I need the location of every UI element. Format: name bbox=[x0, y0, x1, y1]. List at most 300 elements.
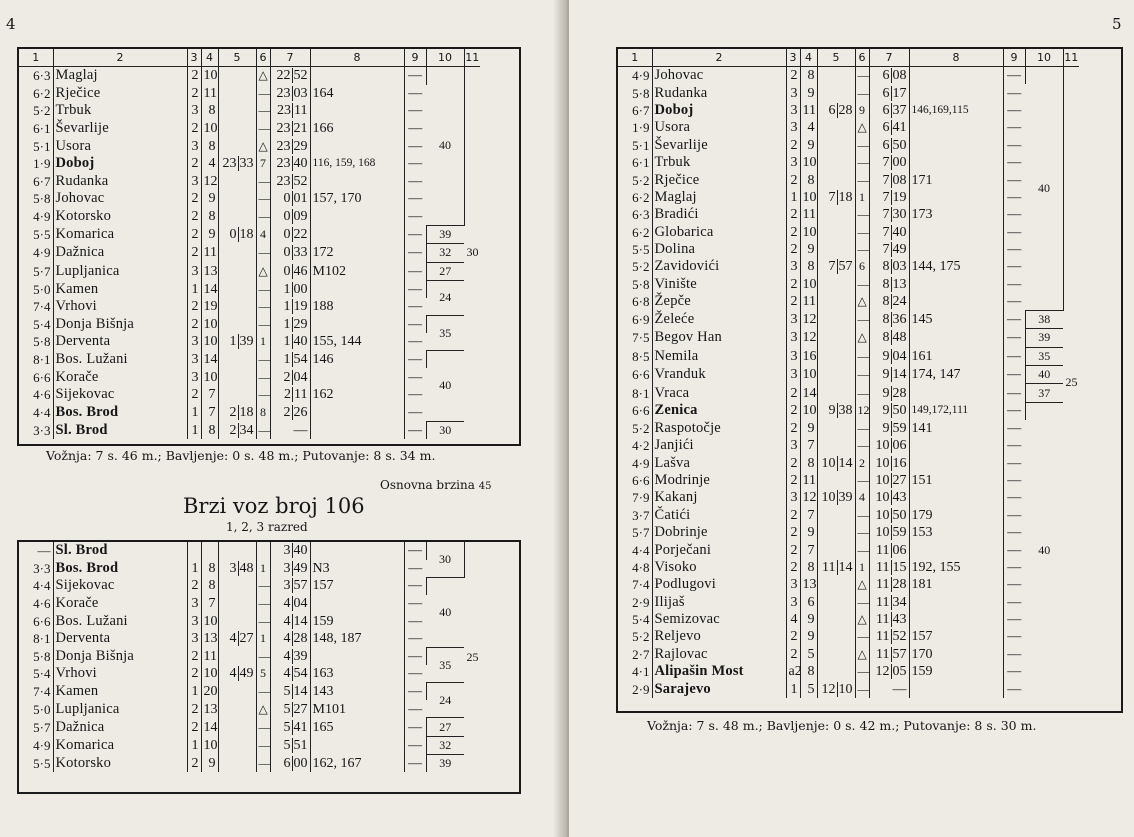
cell-arrival-time bbox=[218, 755, 256, 773]
cell-class: 2 bbox=[187, 85, 201, 103]
cell-km: 5·2 bbox=[618, 171, 652, 188]
cell-blank: — bbox=[404, 736, 426, 754]
cell-arrival-time bbox=[218, 368, 256, 386]
page-number-right: 5 bbox=[1112, 15, 1122, 33]
cell-distance-minutes bbox=[201, 542, 218, 560]
departure-hour: 10 bbox=[875, 507, 890, 523]
cell-blank: — bbox=[1007, 490, 1022, 506]
cell-blank: — bbox=[408, 299, 423, 315]
cell-blank: — bbox=[408, 560, 423, 576]
cell-km: 7·4 bbox=[19, 298, 53, 316]
table-row bbox=[19, 577, 480, 595]
cell-distance-minutes: 10 bbox=[201, 316, 218, 334]
departure-minute: 21 bbox=[293, 121, 308, 137]
cell-blank: — bbox=[1007, 612, 1022, 628]
cell-class: 3 bbox=[187, 630, 201, 648]
cell-class: 3 bbox=[187, 102, 201, 120]
column-header-row bbox=[19, 49, 480, 67]
cell-speed: 24 bbox=[426, 683, 464, 718]
cell-km: 4·1 bbox=[618, 663, 652, 680]
cell-connections bbox=[310, 316, 404, 334]
cell-blank: — bbox=[1007, 155, 1022, 171]
cell-arrival-time bbox=[218, 718, 256, 736]
table-row bbox=[19, 67, 480, 85]
table-row bbox=[19, 404, 480, 422]
cell-connections bbox=[310, 736, 404, 754]
cell-distance-minutes: 10 bbox=[201, 665, 218, 683]
cell-blank: — bbox=[404, 755, 426, 773]
cell-class: 3 bbox=[786, 102, 800, 119]
departure-minute: 50 bbox=[892, 403, 907, 419]
departure-minute: 41 bbox=[293, 719, 308, 735]
cell-arrival-time bbox=[218, 333, 256, 351]
cell-stop-minutes: — bbox=[256, 386, 270, 404]
departure-hour: 1 bbox=[283, 316, 291, 332]
cell-class: 3 bbox=[187, 262, 201, 280]
column-header: 2 bbox=[652, 49, 786, 67]
departure-minute: 36 bbox=[892, 312, 907, 328]
cell-departure-time bbox=[270, 560, 310, 578]
cell-blank: — bbox=[1007, 455, 1022, 471]
departure-minute: 40 bbox=[293, 156, 308, 172]
cell-connections: 164 bbox=[310, 85, 404, 103]
column-header: 5 bbox=[218, 49, 256, 67]
column-header-row bbox=[618, 49, 1079, 67]
arrival-minute: 38 bbox=[838, 403, 853, 419]
cell-departure-time bbox=[270, 630, 310, 648]
departure-hour: 7 bbox=[882, 242, 890, 258]
cell-stop-minutes: 1 bbox=[855, 559, 869, 576]
cell-distance-minutes: 9 bbox=[800, 84, 817, 101]
departure-minute: 49 bbox=[892, 242, 907, 258]
departure-hour: 7 bbox=[882, 172, 890, 188]
cell-station: Rajlovac bbox=[652, 646, 786, 663]
cell-km: 5·7 bbox=[19, 718, 53, 736]
cell-blank: — bbox=[1007, 438, 1022, 454]
departure-minute: 04 bbox=[892, 348, 907, 364]
cell-km: 7·9 bbox=[618, 489, 652, 506]
cell-stop-minutes: 8 bbox=[256, 404, 270, 422]
departure-hour: 9 bbox=[882, 367, 890, 383]
cell-distance-minutes: 8 bbox=[800, 559, 817, 576]
cell-connections bbox=[310, 67, 404, 85]
table-row bbox=[19, 718, 480, 736]
departure-hour: 6 bbox=[882, 68, 890, 84]
cell-stop-minutes: — bbox=[256, 244, 270, 262]
cell-stop-minutes: — bbox=[256, 577, 270, 595]
left-page bbox=[0, 0, 565, 837]
cell-arrival-time bbox=[817, 628, 855, 645]
departure-minute: 01 bbox=[293, 191, 308, 207]
cell-blank: — bbox=[1007, 646, 1022, 662]
cell-departure-time bbox=[869, 84, 909, 101]
table-row bbox=[618, 437, 1079, 454]
arrival-hour: 4 bbox=[229, 631, 237, 647]
cell-distance-minutes: 9 bbox=[800, 420, 817, 437]
cell-distance-minutes: 11 bbox=[201, 648, 218, 666]
cell-departure-time bbox=[869, 454, 909, 471]
table-row bbox=[19, 612, 480, 630]
cell-departure-time bbox=[270, 120, 310, 138]
departure-minute: 57 bbox=[892, 646, 907, 662]
arrival-minute: 49 bbox=[239, 666, 254, 682]
table-row bbox=[618, 559, 1079, 576]
cell-arrival-time bbox=[817, 472, 855, 489]
departure-hour: 12 bbox=[875, 664, 890, 680]
cell-departure-time bbox=[869, 472, 909, 489]
cell-distance-minutes: 14 bbox=[201, 280, 218, 298]
cell-blank: — bbox=[1007, 629, 1022, 645]
arrival-minute: 39 bbox=[239, 334, 254, 350]
cell-speed: 27 bbox=[426, 262, 464, 280]
cell-station: Donja Bišnja bbox=[53, 648, 187, 666]
cell-departure-time bbox=[869, 384, 909, 402]
cell-arrival-time bbox=[817, 541, 855, 558]
cell-station: Vranduk bbox=[652, 366, 786, 384]
table-row bbox=[19, 755, 480, 773]
cell-km: 5·2 bbox=[618, 420, 652, 437]
cell-km: 2·7 bbox=[618, 646, 652, 663]
cell-class: 3 bbox=[187, 595, 201, 613]
departure-minute: 04 bbox=[293, 369, 308, 385]
cell-distance-minutes: 4 bbox=[201, 155, 218, 173]
cell-arrival-time bbox=[817, 293, 855, 310]
cell-stop-minutes: — bbox=[855, 593, 869, 610]
cell-arrival-time bbox=[817, 171, 855, 188]
cell-departure-time bbox=[869, 507, 909, 524]
cell-km: 4·4 bbox=[19, 404, 53, 422]
departure-hour: 6 bbox=[882, 102, 890, 118]
cell-arrival-time bbox=[218, 386, 256, 404]
cell-speed: 39 bbox=[426, 225, 464, 243]
cell-distance-minutes: 8 bbox=[800, 663, 817, 680]
cell-arrival-time bbox=[218, 298, 256, 316]
departure-hour: 22 bbox=[276, 68, 291, 84]
cell-blank: — bbox=[1007, 294, 1022, 310]
cell-blank: — bbox=[1007, 224, 1022, 240]
cell-station: Sl. Brod bbox=[53, 542, 187, 560]
departure-hour: 5 bbox=[283, 719, 291, 735]
departure-minute: 08 bbox=[892, 172, 907, 188]
cell-station: Kamen bbox=[53, 683, 187, 701]
cell-blank: — bbox=[1007, 559, 1022, 575]
cell-distance-minutes: 11 bbox=[800, 472, 817, 489]
departure-hour: 9 bbox=[882, 348, 890, 364]
cell-class: 2 bbox=[786, 384, 800, 402]
cell-distance-minutes: 4 bbox=[800, 119, 817, 136]
cell-arrival-time bbox=[218, 244, 256, 262]
cell-arrival-time bbox=[817, 593, 855, 610]
cell-blank: — bbox=[408, 404, 423, 420]
cell-connections bbox=[909, 437, 1003, 454]
cell-arrival-time bbox=[218, 612, 256, 630]
departure-minute: 06 bbox=[892, 542, 907, 558]
cell-arrival-time bbox=[817, 576, 855, 593]
cell-km: 2·9 bbox=[618, 680, 652, 697]
column-header: 9 bbox=[404, 49, 426, 67]
cell-speed: 40 bbox=[426, 351, 464, 421]
cell-distance-minutes: 10 bbox=[201, 120, 218, 138]
cell-stop-minutes: — bbox=[256, 173, 270, 191]
cell-distance-minutes: 12 bbox=[800, 329, 817, 347]
cell-station: Kakanj bbox=[652, 489, 786, 506]
cell-connections: 172 bbox=[310, 244, 404, 262]
departure-hour: 8 bbox=[882, 276, 890, 292]
cell-arrival-time bbox=[218, 648, 256, 666]
cell-departure-time bbox=[270, 173, 310, 191]
cell-arrival-time bbox=[817, 154, 855, 171]
cell-stop-minutes: △ bbox=[855, 293, 869, 310]
cell-arrival-time bbox=[817, 347, 855, 365]
cell-distance-minutes: 9 bbox=[800, 241, 817, 258]
cell-connections bbox=[310, 542, 404, 560]
cell-blank: — bbox=[404, 67, 426, 85]
departure-hour: 4 bbox=[283, 596, 291, 612]
cell-arrival-time bbox=[218, 120, 256, 138]
cell-km: 6·2 bbox=[618, 224, 652, 241]
column-header: 6 bbox=[256, 49, 270, 67]
departure-hour: — bbox=[293, 422, 308, 438]
cell-stop-minutes: △ bbox=[855, 646, 869, 663]
table-row bbox=[618, 189, 1079, 206]
cell-max-speed: 30 bbox=[466, 245, 479, 260]
table-row bbox=[618, 154, 1079, 171]
cell-blank: — bbox=[408, 85, 423, 101]
cell-blank: — bbox=[1007, 507, 1022, 523]
cell-arrival-time bbox=[817, 524, 855, 541]
cell-departure-time bbox=[869, 437, 909, 454]
cell-departure-time bbox=[270, 648, 310, 666]
departure-hour: 8 bbox=[882, 294, 890, 310]
table-row bbox=[618, 206, 1079, 223]
arrival-minute: 39 bbox=[838, 490, 853, 506]
departure-hour: 7 bbox=[882, 155, 890, 171]
cell-stop-minutes: — bbox=[256, 351, 270, 369]
cell-connections: 151 bbox=[909, 472, 1003, 489]
cell-station: Kotorsko bbox=[53, 208, 187, 226]
cell-class: 3 bbox=[786, 347, 800, 365]
cell-departure-time bbox=[270, 700, 310, 718]
cell-distance-minutes: 9 bbox=[800, 628, 817, 645]
cell-distance-minutes: 7 bbox=[800, 541, 817, 558]
cell-stop-minutes: — bbox=[256, 683, 270, 701]
table-row bbox=[618, 102, 1079, 119]
cell-blank: — bbox=[1007, 85, 1022, 101]
table-row bbox=[19, 700, 480, 718]
departure-hour: 10 bbox=[875, 438, 890, 454]
right-page bbox=[569, 0, 1134, 837]
cell-connections: 153 bbox=[909, 524, 1003, 541]
cell-connections bbox=[909, 489, 1003, 506]
column-header: 3 bbox=[187, 49, 201, 67]
table-row bbox=[19, 736, 480, 754]
cell-arrival-time bbox=[817, 84, 855, 101]
departure-minute: 34 bbox=[892, 594, 907, 610]
table-row bbox=[618, 663, 1079, 680]
departure-hour: 2 bbox=[284, 387, 292, 403]
cell-stop-minutes: 9 bbox=[855, 102, 869, 119]
cell-departure-time bbox=[270, 368, 310, 386]
departure-hour: 23 bbox=[276, 85, 291, 101]
arrival-hour: 3 bbox=[229, 560, 237, 576]
cell-departure-time bbox=[869, 329, 909, 347]
cell-speed: 40 bbox=[1038, 542, 1051, 557]
table-row bbox=[618, 119, 1079, 136]
table-row bbox=[19, 225, 480, 243]
cell-arrival-time bbox=[218, 683, 256, 701]
cell-blank: — bbox=[408, 209, 423, 225]
cell-station: Usora bbox=[652, 119, 786, 136]
cell-distance-minutes: 8 bbox=[201, 577, 218, 595]
cell-stop-minutes: — bbox=[855, 224, 869, 241]
table-row bbox=[618, 611, 1079, 628]
table-row bbox=[19, 333, 480, 351]
cell-departure-time bbox=[270, 316, 310, 334]
cell-station: Bradići bbox=[652, 206, 786, 223]
cell-station: Sijekovac bbox=[53, 386, 187, 404]
cell-blank: — bbox=[1007, 525, 1022, 541]
cell-arrival-time bbox=[817, 454, 855, 471]
cell-connections: 157, 170 bbox=[310, 190, 404, 208]
cell-arrival-time bbox=[218, 595, 256, 613]
cell-distance-minutes: 6 bbox=[800, 593, 817, 610]
cell-class: 2 bbox=[187, 120, 201, 138]
timetable-upper-box bbox=[17, 47, 521, 446]
cell-km: 5·4 bbox=[618, 611, 652, 628]
cell-class: 2 bbox=[187, 244, 201, 262]
cell-blank: — bbox=[1007, 664, 1022, 680]
cell-station: Dolina bbox=[652, 241, 786, 258]
arrival-minute: 28 bbox=[838, 102, 853, 118]
departure-hour: 1 bbox=[283, 281, 291, 297]
column-header: 5 bbox=[817, 49, 855, 67]
timetable-lower-box bbox=[17, 540, 521, 794]
cell-class: 2 bbox=[786, 420, 800, 437]
cell-km: 3·3 bbox=[19, 421, 53, 439]
departure-minute: 51 bbox=[293, 737, 308, 753]
cell-km: 8·1 bbox=[19, 630, 53, 648]
cell-station: Visoko bbox=[652, 559, 786, 576]
departure-minute: 28 bbox=[293, 631, 308, 647]
cell-distance-minutes: 13 bbox=[201, 630, 218, 648]
cell-blank: — bbox=[408, 173, 423, 189]
cell-station: Alipašin Most bbox=[652, 663, 786, 680]
cell-km: 5·5 bbox=[618, 241, 652, 258]
cell-blank: — bbox=[404, 648, 426, 666]
cell-distance-minutes: 7 bbox=[800, 507, 817, 524]
departure-hour: 11 bbox=[876, 612, 890, 628]
cell-class: 2 bbox=[187, 155, 201, 173]
departure-minute: 52 bbox=[293, 173, 308, 189]
cell-speed: 39 bbox=[1025, 329, 1063, 347]
cell-connections bbox=[310, 648, 404, 666]
cell-station: Begov Han bbox=[652, 329, 786, 347]
departure-hour: 0 bbox=[283, 191, 291, 207]
cell-arrival-time bbox=[218, 577, 256, 595]
cell-blank: — bbox=[1003, 67, 1025, 85]
cell-class: 2 bbox=[187, 386, 201, 404]
cell-departure-time bbox=[869, 347, 909, 365]
departure-minute: 11 bbox=[294, 103, 308, 119]
cell-station: Korače bbox=[53, 368, 187, 386]
table-row bbox=[618, 276, 1079, 293]
cell-km: 5·0 bbox=[19, 280, 53, 298]
cell-stop-minutes: 7 bbox=[256, 155, 270, 173]
departure-hour: 4 bbox=[283, 613, 291, 629]
table-row bbox=[19, 244, 480, 262]
cell-class: 2 bbox=[187, 316, 201, 334]
cell-station: Bos. Brod bbox=[53, 404, 187, 422]
cell-departure-time bbox=[270, 298, 310, 316]
table-row bbox=[19, 190, 480, 208]
table-row bbox=[618, 593, 1079, 610]
table-row bbox=[618, 628, 1079, 645]
cell-distance-minutes: 9 bbox=[800, 137, 817, 154]
cell-arrival-time bbox=[218, 102, 256, 120]
cell-distance-minutes: 8 bbox=[800, 258, 817, 275]
cell-distance-minutes: 14 bbox=[800, 384, 817, 402]
departure-hour: 9 bbox=[882, 403, 890, 419]
departure-hour: 11 bbox=[876, 594, 890, 610]
cell-station: Doboj bbox=[652, 102, 786, 119]
cell-arrival-time bbox=[817, 276, 855, 293]
cell-class: 3 bbox=[786, 489, 800, 506]
cell-arrival-time bbox=[218, 190, 256, 208]
cell-connections: 171 bbox=[909, 171, 1003, 188]
cell-class: 3 bbox=[786, 310, 800, 328]
cell-departure-time bbox=[270, 225, 310, 243]
cell-departure-time bbox=[270, 67, 310, 85]
arrival-hour: 9 bbox=[828, 403, 836, 419]
cell-stop-minutes: — bbox=[256, 190, 270, 208]
cell-class: 2 bbox=[786, 646, 800, 663]
cell-station: Rudanka bbox=[652, 84, 786, 101]
departure-minute: 28 bbox=[892, 385, 907, 401]
cell-class: 3 bbox=[786, 576, 800, 593]
cell-stop-minutes: — bbox=[855, 384, 869, 402]
departure-minute: 52 bbox=[293, 68, 308, 84]
cell-departure-time bbox=[869, 154, 909, 171]
departure-hour: — bbox=[892, 681, 907, 697]
train-title: Brzi voz broj 106 bbox=[183, 494, 365, 518]
cell-stop-minutes: — bbox=[855, 206, 869, 223]
cell-connections bbox=[909, 137, 1003, 154]
departure-hour: 11 bbox=[876, 629, 890, 645]
cell-departure-time bbox=[869, 663, 909, 680]
cell-class: 2 bbox=[786, 402, 800, 419]
cell-arrival-time bbox=[218, 316, 256, 334]
cell-blank: — bbox=[404, 262, 426, 280]
departure-hour: 6 bbox=[283, 756, 291, 772]
cell-class: 3 bbox=[187, 137, 201, 155]
cell-departure-time bbox=[270, 386, 310, 404]
departure-hour: 6 bbox=[882, 85, 890, 101]
cell-connections: 159 bbox=[310, 612, 404, 630]
cell-stop-minutes: 1 bbox=[256, 333, 270, 351]
departure-minute: 00 bbox=[293, 281, 308, 297]
cell-station: Doboj bbox=[53, 155, 187, 173]
cell-km: 6·6 bbox=[19, 612, 53, 630]
cell-connections bbox=[310, 421, 404, 439]
cell-stop-minutes: — bbox=[855, 628, 869, 645]
cell-stop-minutes: △ bbox=[256, 67, 270, 85]
cell-distance-minutes: 9 bbox=[201, 755, 218, 773]
cell-blank: — bbox=[1007, 276, 1022, 292]
departure-hour: 0 bbox=[283, 263, 291, 279]
departure-hour: 8 bbox=[882, 259, 890, 275]
base-speed-text: Osnovna brzina bbox=[380, 478, 475, 492]
departure-hour: 1 bbox=[283, 352, 291, 368]
